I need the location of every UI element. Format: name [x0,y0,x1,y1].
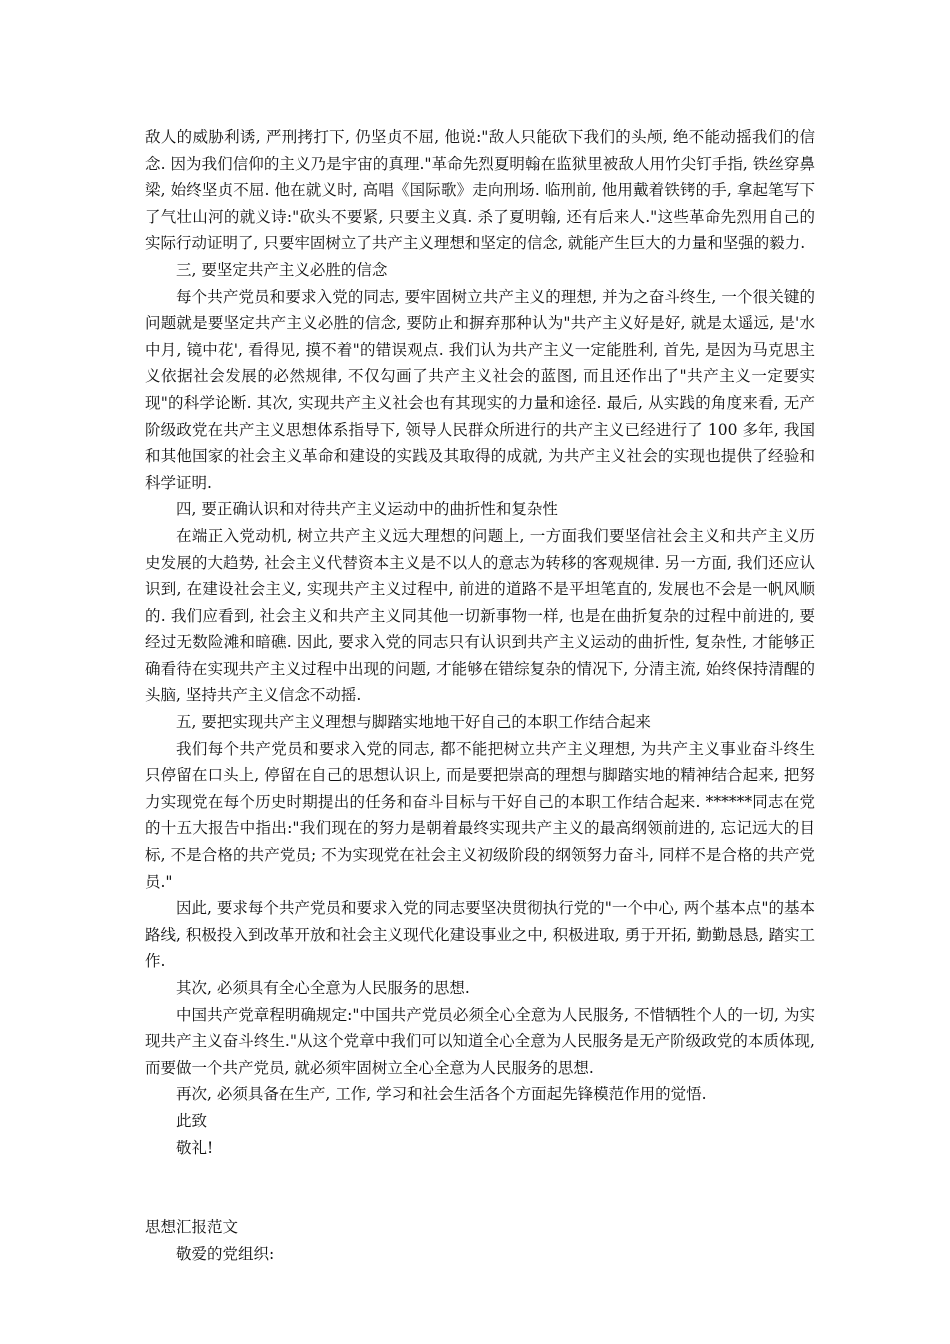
closing-salute: 敬礼! [176,1138,214,1157]
salutation: 敬爱的党组织: [176,1244,275,1263]
paragraph: 其次, 必须具有全心全意为人民服务的思想. [176,979,470,997]
document-title: 思想汇报范文 [145,1218,239,1237]
document-page [145,124,815,1267]
paragraph: 再次, 必须具备在生产, 工作, 学习和社会生活各个方面起先锋模范作用的觉悟. [176,1085,707,1104]
closing-line: 此致 [176,1111,208,1130]
paragraph: 在端正入党动机, 树立共产主义远大理想的问题上, 一方面我们要坚信社会主义和共产主义历史发展的大趋势, 社会主义代替资本主义是不以人的意志为转移的客观规律. 另一方面, 我们还应认识到, 在建设社会主义, 实现共产主义过程中, 前进的道路不是平坦笔直的, 发展也不会是一帆风顺的. 我们应看到, 社会主义和共产主义同其他一切新事物一样, 也是在曲折复杂的过程中前进的, 要经过无数险滩和暗礁. 因此, 要求入党的同志只有认识到共产主义运动的曲折性, 复杂性, 才能够正确看待在实现共产主义过程中出现的问题, 才能够在错综复杂的情况下, 分清主流, 始终保持清醒的头脑, 坚持共产主义信念不动摇. [145,526,815,705]
paragraph: 每个共产党员和要求入党的同志, 要牢固树立共产主义的理想, 并为之奋斗终生, 一个很关键的问题就是要坚定共产主义必胜的信念, 要防止和摒弃那种认为"共产主义好是好, 就是太遥远, 是'水中月, 镜中花', 看得见, 摸不着"的错误观点. 我们认为共产主义一定能胜利, 首先, 是因为马克思主义依据社会发展的必然规律, 不仅勾画了共产主义社会的蓝图, 而且还作出了"共产主义一定要实现"的科学论断. 其次, 实现共产主义社会也有其现实的力量和途径. 最后, 从实践的角度来看, 无产阶级政党在共产主义思想体系指导下, 领导人民群众所进行的共产主义已经进行了 100 多年, 我国和其他国家的社会主义革命和建设的实践及其取得的成就, 为共产主义社会的实现也提供了经验和科学证明. [145,287,815,492]
paragraph-continuation: 敌人的威胁利诱, 严刑拷打下, 仍坚贞不屈, 他说:"敌人只能砍下我们的头颅, 绝不能动摇我们的信念. 因为我们信仰的主义乃是宇宙的真理."革命先烈夏明翰在监狱里被敌人用竹尖钉手指, 铁丝穿鼻梁, 始终坚贞不屈. 他在就义时, 高唱《国际歌》走向刑场. 临刑前, 他用戴着铁铐的手, 拿起笔写下了气壮山河的就义诗:"砍头不要紧, 只要主义真. 杀了夏明翰, 还有后来人."这些革命先烈用自己的实际行动证明了, 只要牢固树立了共产主义理想和坚定的信念, 就能产生巨大的力量和坚强的毅力. [145,128,815,253]
section-heading-3: 三, 要坚定共产主义必胜的信念 [176,260,388,279]
paragraph: 我们每个共产党员和要求入党的同志, 都不能把树立共产主义理想, 为共产主义事业奋斗终生只停留在口头上, 停留在自己的思想认识上, 而是要把崇高的理想与脚踏实地的精神结合起来, 把努力实现党在每个历史时期提出的任务和奋斗目标与干好自己的本职工作结合起来. ******同志在党的十五大报告中指出:"我们现在的努力是朝着最终实现共产主义的最高纲领前进的, 忘记远大的目标, 不是合格的共产党员; 不为实现党在社会主义初级阶段的纲领努力奋斗, 同样不是合格的共产党员." [145,739,815,891]
blank-space [145,1161,815,1214]
paragraph: 中国共产党章程明确规定:"中国共产党员必须全心全意为人民服务, 不惜牺牲个人的一切, 为实现共产主义奋斗终生."从这个党章中我们可以知道全心全意为人民服务是无产阶级政党的本质体现, 而要做一个共产党员, 就必须牢固树立全心全意为人民服务的思想. [145,1005,815,1077]
section-heading-5: 五, 要把实现共产主义理想与脚踏实地地干好自己的本职工作结合起来 [176,713,651,732]
section-heading-4: 四, 要正确认识和对待共产主义运动中的曲折性和复杂性 [176,500,558,519]
paragraph: 因此, 要求每个共产党员和要求入党的同志要坚决贯彻执行党的"一个中心, 两个基本点"的基本路线, 积极投入到改革开放和社会主义现代化建设事业之中, 积极进取, 勇于开拓, 勤勤恳恳, 踏实工作. [145,899,815,971]
